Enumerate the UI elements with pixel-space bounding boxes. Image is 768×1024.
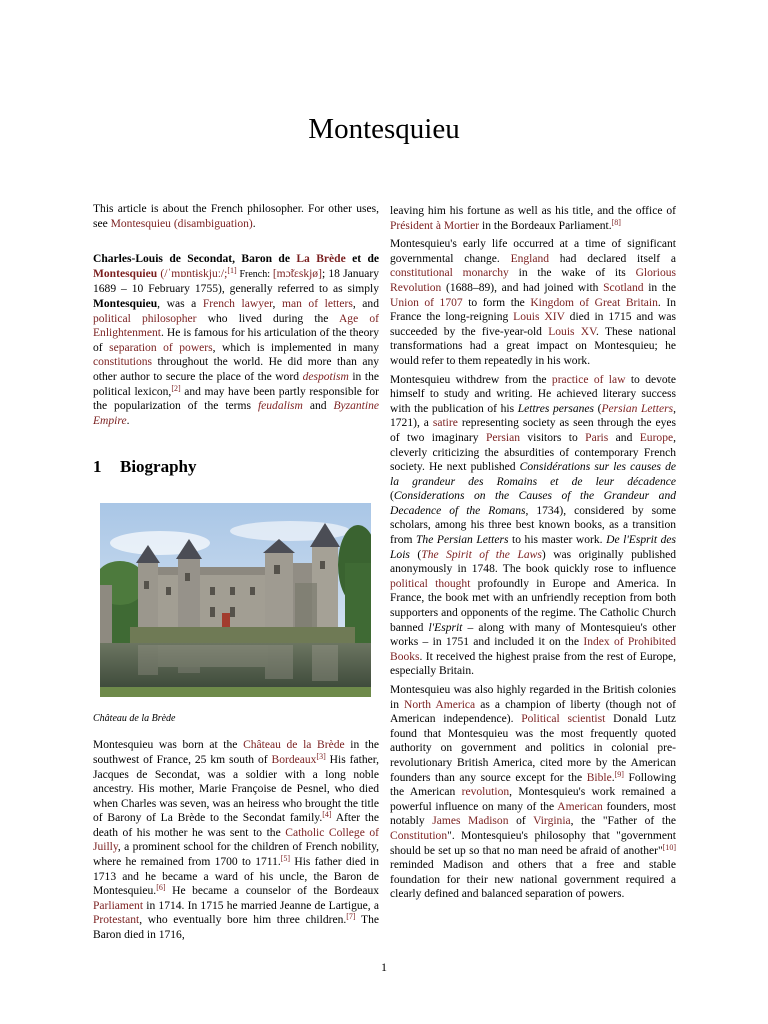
- link-north-america[interactable]: North America: [404, 698, 476, 711]
- link-catholic-college-of-juilly[interactable]: Catholic College of Juilly: [93, 826, 379, 854]
- bio-text: Montesquieu was born at the: [93, 739, 244, 752]
- red-door: [222, 613, 230, 627]
- link-montesquieu-text: Montesquieu: [93, 267, 158, 280]
- ref-3[interactable]: [3]: [316, 751, 326, 761]
- body-text: ) was originally published anonymously in 1748. The book quickly rose to influence: [390, 548, 677, 576]
- link-scotland[interactable]: Scotland: [603, 281, 644, 294]
- right-column: [390, 204, 676, 906]
- body-text: Montesquieu was also highly regarded in the British colonies in: [390, 684, 676, 711]
- french-label: French:: [236, 268, 273, 280]
- american-influence-paragraph: [390, 683, 676, 902]
- bio-text: in the Bordeaux Parliament.: [479, 219, 612, 232]
- early-life-paragraph: [390, 237, 676, 368]
- section-number: 1: [93, 457, 102, 477]
- left-column: [93, 202, 379, 947]
- lead-text: , which is implemented in many: [212, 341, 379, 354]
- link-kingdom-of-great-britain[interactable]: Kingdom of Great Britain: [530, 296, 658, 309]
- lead-text: .: [126, 414, 130, 427]
- link-paris[interactable]: Paris: [585, 431, 609, 444]
- lead-text: . He is famous for his articulation of the theory of: [93, 327, 379, 354]
- lead-simple-name: Montesquieu: [93, 297, 158, 310]
- body-text: founders, most notably: [390, 800, 676, 828]
- bio-text: leaving him his fortune as well as his title, and the office of: [390, 205, 676, 217]
- section-title: Biography: [120, 457, 197, 477]
- ref-7[interactable]: [7]: [346, 912, 356, 922]
- body-text: (: [390, 490, 394, 503]
- title-esprit-des-lois: De l'Esprit des Lois: [390, 534, 676, 561]
- bio-text: He became a counselor of the Bordeaux: [165, 885, 379, 898]
- link-persian[interactable]: Persian: [485, 431, 520, 444]
- body-text: and: [608, 431, 640, 444]
- body-text: in the wake of its: [508, 267, 636, 280]
- bio-text: , who eventually bore him three children.: [139, 914, 347, 927]
- link-feudalism-text: feudalism: [257, 400, 303, 413]
- hatnote-end: .: [252, 217, 256, 230]
- body-text: (1688–89), and had joined with: [441, 281, 604, 294]
- bio-text: His father, Jacques de Secondat, was a soldier with a long noble ancestry. His mother, Marie Françoise de Pesnel, who died when Charles was seven, was an heiress who brought the title of Barony of La Brède to the Secondat family.: [93, 753, 379, 825]
- link-constitution[interactable]: Constitution: [390, 829, 448, 842]
- bio-text: The Baron died in 1716,: [93, 914, 379, 942]
- page-title: Montesquieu: [308, 113, 460, 145]
- body-text: Donald Lutz found that Montesquieu was the most frequently quoted authority on government and politics in colonial pre-revolutionary British America, cited more by the American founders than any source except for the: [390, 713, 676, 784]
- link-despotism[interactable]: [303, 371, 349, 383]
- link-man-of-letters[interactable]: man of letters: [281, 297, 353, 310]
- bio-text: in 1714. In 1715 he married Jeanne de Lartigue, a: [143, 899, 379, 912]
- link-byzantine-empire-text: Byzantine Empire: [93, 400, 379, 427]
- lead-text: who lived during the: [196, 312, 339, 325]
- lead-paragraph: [93, 252, 379, 428]
- body-text: Montesquieu withdrew from the: [390, 373, 552, 386]
- lead-name: Charles-Louis de Secondat, Baron de: [93, 253, 297, 266]
- link-bordeaux[interactable]: Bordeaux: [271, 753, 317, 766]
- body-text: Montesquieu's early life occurred at a time of significant governmental change.: [390, 238, 676, 265]
- link-political-philosopher[interactable]: political philosopher: [93, 312, 197, 325]
- body-text: – along with many of Montesquieu's other works – in 1751 and included it on the: [390, 621, 677, 649]
- ref-4[interactable]: [4]: [322, 810, 332, 820]
- link-chateau-de-la-brede[interactable]: Château de la Brède: [243, 739, 345, 752]
- chateau-illustration: [100, 503, 371, 697]
- link-montesquieu[interactable]: [93, 268, 157, 280]
- hatnote-text: This article is about the French philosopher. For other uses, see: [93, 203, 379, 230]
- link-president-a-mortier[interactable]: Président à Mortier: [390, 219, 480, 232]
- ref-10[interactable]: [10]: [662, 842, 676, 852]
- link-glorious-revolution[interactable]: Glorious Revolution: [390, 267, 676, 294]
- lead-dates: ; 18 January 1689 – 10 February 1755), generally referred to as simply: [93, 267, 379, 296]
- ref-8[interactable]: [8]: [611, 217, 621, 227]
- body-text: ". Montesquieu's philosophy that "government should be set up so that no man need be afraid of another": [390, 829, 676, 857]
- literary-career-paragraph: [390, 373, 676, 679]
- bio-text: , a prominent school for the children of French nobility, where he remained from 1700 to 1711.: [93, 841, 379, 869]
- body-text: . It received the highest praise from the rest of Europe, especially Britain.: [390, 650, 676, 678]
- side-wall: [100, 585, 112, 645]
- link-age-of-enlightenment[interactable]: Age of Enlightenment: [93, 312, 379, 340]
- image-caption: Château de la Brède: [93, 713, 176, 725]
- link-europe[interactable]: Europe: [639, 431, 674, 444]
- ref-9[interactable]: [9]: [614, 769, 624, 779]
- body-text: as a champion of liberty (though not of American independence).: [390, 698, 676, 726]
- bio-text: in the southwest of France, 25 km south of: [93, 739, 379, 766]
- link-spirit-of-the-laws-text: The Spirit of the Laws: [421, 548, 542, 561]
- title-considerations-en: Considerations on the Causes of the Grandeur and Decadence of the Romans: [390, 490, 676, 517]
- lead-text: and: [302, 400, 334, 413]
- ref-1[interactable]: [1]: [227, 265, 237, 275]
- link-constitutional-monarchy[interactable]: constitutional monarchy: [390, 267, 509, 280]
- body-text: died in 1715 and was succeeded by the five-year-old: [390, 311, 676, 338]
- body-text: (: [409, 548, 422, 561]
- title-persian-letters: The Persian Letters: [416, 534, 509, 547]
- lead-text: ,: [272, 297, 282, 310]
- section-heading-biography: [93, 457, 379, 477]
- body-text: to devote himself to study and writing. He achieved literary success with the publication of his: [390, 373, 676, 415]
- link-feudalism[interactable]: [258, 400, 303, 412]
- link-parliament[interactable]: Parliament: [93, 899, 144, 912]
- body-text: Following the American: [390, 771, 676, 799]
- ref-5[interactable]: [5]: [280, 854, 291, 864]
- body-text: , Montesquieu's work remained a powerful influence on many of the: [390, 786, 677, 813]
- hatnote: [93, 202, 379, 231]
- ref-6[interactable]: [6]: [156, 883, 166, 893]
- lead-text: in the political lexicon,: [93, 370, 379, 398]
- link-french-ipa[interactable]: [mɔ̃tɛskjø]: [272, 267, 322, 280]
- link-england[interactable]: England: [510, 252, 550, 265]
- battlement: [158, 567, 268, 575]
- body-text: to form the: [462, 296, 531, 309]
- body-text: . These national transformations had a great impact on Montesquieu; he would refer to them repeatedly in his work.: [390, 325, 676, 367]
- link-despotism-text: despotism: [302, 370, 349, 383]
- lead-text: and may have been partly responsible for the popularization of the terms: [93, 385, 379, 413]
- link-spirit-of-the-laws[interactable]: [421, 549, 542, 561]
- body-text: in the: [643, 281, 676, 294]
- body-text: , 1721), a: [390, 402, 676, 430]
- link-persian-letters[interactable]: [601, 403, 673, 415]
- link-james-madison[interactable]: James Madison: [432, 815, 509, 828]
- link-bible[interactable]: Bible: [586, 771, 612, 784]
- link-persian-letters-text: Persian Letters: [601, 402, 674, 415]
- body-text: , cleverly criticizing the absurdities of contemporary French society. He next published: [390, 431, 676, 474]
- link-virginia[interactable]: Virginia: [533, 815, 571, 828]
- body-text: (: [594, 402, 602, 415]
- link-la-brede-text: La Brède: [296, 253, 346, 266]
- biography-paragraph: [93, 738, 379, 942]
- grass: [100, 687, 371, 697]
- chateau-image[interactable]: [100, 503, 371, 697]
- link-revolution[interactable]: revolution: [461, 786, 510, 799]
- link-american[interactable]: American: [557, 800, 603, 813]
- link-political-thought[interactable]: political thought: [390, 577, 471, 590]
- link-louis-xiv[interactable]: Louis XIV: [513, 311, 565, 324]
- ref-2[interactable]: [2]: [171, 383, 181, 393]
- link-union-of-1707[interactable]: Union of 1707: [390, 296, 463, 309]
- biography-continuation: [390, 204, 676, 233]
- link-constitutions[interactable]: constitutions: [93, 356, 153, 369]
- link-la-brede[interactable]: [296, 253, 345, 265]
- link-political-scientist[interactable]: Political scientist: [521, 713, 606, 726]
- body-text: , 1734), considered by some scholars, among his three best known books, as a transition from: [390, 504, 676, 547]
- body-text: , the "Father of the: [570, 815, 676, 828]
- body-text: to his master work.: [508, 534, 607, 547]
- body-text: representing society as seen through the eyes of two imaginary: [390, 417, 676, 444]
- body-text: . In France the long-reigning: [390, 296, 676, 324]
- lead-text: , and: [352, 297, 379, 310]
- link-protestant[interactable]: Protestant: [93, 914, 140, 927]
- body-text: profoundly in Europe and America. In France, the book met with an unfriendly reception from both supporters and opponents of the regime. The Catholic Church banned: [390, 577, 676, 634]
- body-text: .: [611, 771, 615, 784]
- link-separation-of-powers[interactable]: separation of powers: [109, 341, 213, 354]
- title-considerations-fr: Considérations sur les causes de la grandeur des Romains et de leur décadence: [390, 461, 676, 488]
- bio-text: His father died in 1713 and he became a ward of his uncle, the Baron de Montesquieu.: [93, 856, 379, 898]
- link-louis-xv[interactable]: Louis XV: [548, 325, 596, 338]
- lead-text: throughout the world. He did more than any other author to secure the place of the word: [93, 356, 379, 383]
- body-text: of: [508, 815, 534, 828]
- body-text: reminded Madison and others that a free and stable foundation for their new national government required a clearly defined and balanced separation of powers.: [390, 859, 676, 901]
- body-text: had declared itself a: [549, 252, 676, 265]
- link-practice-of-law[interactable]: practice of law: [551, 373, 626, 386]
- title-lettres-persanes: Lettres persanes: [517, 402, 595, 415]
- bio-text: After the death of his mother he was sent to the: [93, 812, 379, 839]
- lead-name-2: et de: [345, 253, 379, 266]
- link-french-lawyer[interactable]: French lawyer: [202, 297, 273, 310]
- body-text: visitors to: [519, 431, 586, 444]
- link-disambiguation[interactable]: Montesquieu (disambiguation): [110, 217, 253, 230]
- lead-text: , was a: [157, 297, 203, 310]
- link-ipa[interactable]: (/ˈmɒntɨskjuː/;: [157, 267, 228, 280]
- link-satire[interactable]: satire: [432, 417, 458, 430]
- link-index-of-prohibited-books[interactable]: Index of Prohibited Books: [390, 636, 676, 663]
- title-lesprit: l'Esprit: [428, 621, 463, 634]
- page-number: 1: [381, 960, 387, 974]
